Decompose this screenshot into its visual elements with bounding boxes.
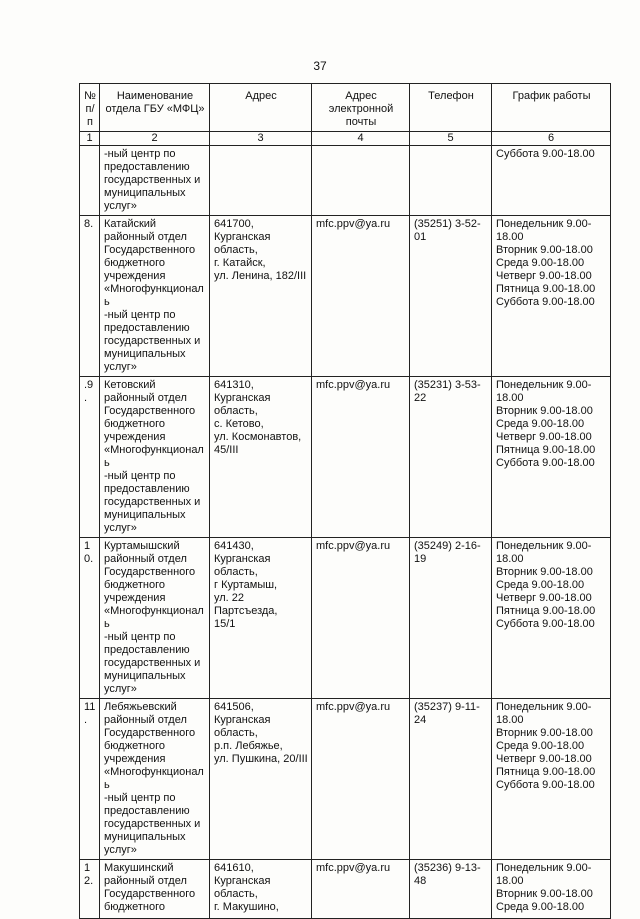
header-name: Наименование отдела ГБУ «МФЦ» [100,84,210,132]
cell-name: Катайский районный отдел Государственного бюджетного учреждения «Многофункциональ -ный центр по предоставлению государственных и муниципальных услуг» [100,216,210,377]
cell-name: Лебяжьевский районный отдел Государственного бюджетного учреждения «Многофункциональ -ный центр по предоставлению государственных и муниципальных услуг» [100,699,210,860]
cell-name: Макушинский районный отдел Государственного бюджетного [100,860,210,919]
cell-address: 641310, Курганская область, с. Кетово, ул. Космонавтов, 45/III [210,377,312,538]
cell-phone: (35236) 9-13- 48 [410,860,492,919]
cell-email [312,146,410,216]
table-row [80,860,611,919]
cell-num: 8. [80,216,100,377]
mfc-departments-table [79,83,611,919]
header-address: Адрес [210,84,312,132]
table-row [80,699,611,860]
cell-email: mfc.ppv@ya.ru [312,538,410,699]
cell-address: 641700, Курганская область, г. Катайск, ул. Ленина, 182/III [210,216,312,377]
table-row [80,377,611,538]
cell-name: Куртамышский районный отдел Государственного бюджетного учреждения «Многофункциональ -ный центр по предоставлению государственных и муниципальных услуг» [100,538,210,699]
cell-name: Кетовский районный отдел Государственного бюджетного учреждения «Многофункциональ -ный центр по предоставлению государственных и муниципальных услуг» [100,377,210,538]
cell-num: 12. [80,860,100,919]
table-row-continuation [80,146,611,216]
cell-email: mfc.ppv@ya.ru [312,860,410,919]
cell-email: mfc.ppv@ya.ru [312,216,410,377]
cell-schedule: Суббота 9.00-18.00 [492,146,611,216]
cell-phone: (35237) 9-11- 24 [410,699,492,860]
cell-schedule: Понедельник 9.00- 18.00 Вторник 9.00-18.00 Среда 9.00-18.00 Четверг 9.00-18.00 Пятница 9.00-18.00 Суббота 9.00-18.00 [492,377,611,538]
cell-email: mfc.ppv@ya.ru [312,377,410,538]
cell-schedule: Понедельник 9.00- 18.00 Вторник 9.00-18.00 Среда 9.00-18.00 Четверг 9.00-18.00 Пятница 9.00-18.00 Суббота 9.00-18.00 [492,538,611,699]
column-number-row [80,132,611,146]
cell-schedule: Понедельник 9.00- 18.00 Вторник 9.00-18.00 Среда 9.00-18.00 Четверг 9.00-18.00 Пятница 9.00-18.00 Суббота 9.00-18.00 [492,216,611,377]
cell-num [80,146,100,216]
cell-num: 11. [80,699,100,860]
column-number: 1 [80,132,100,146]
cell-phone: (35231) 3-53- 22 [410,377,492,538]
cell-address: 641610, Курганская область, г. Макушино, [210,860,312,919]
column-number: 3 [210,132,312,146]
header-num: № п/п [80,84,100,132]
column-number: 4 [312,132,410,146]
column-number: 2 [100,132,210,146]
cell-name: -ный центр по предоставлению государственных и муниципальных услуг» [100,146,210,216]
header-phone: Телефон [410,84,492,132]
column-number: 5 [410,132,492,146]
cell-address: 641430, Курганская область, г Куртамыш, ул. 22 Партсъезда, 15/1 [210,538,312,699]
column-number: 6 [492,132,611,146]
table-row [80,216,611,377]
page-number: 37 [313,59,327,73]
cell-phone: (35249) 2-16- 19 [410,538,492,699]
header-email: Адрес электронной почты [312,84,410,132]
cell-phone: (35251) 3-52- 01 [410,216,492,377]
cell-address [210,146,312,216]
table-row [80,538,611,699]
cell-phone [410,146,492,216]
cell-email: mfc.ppv@ya.ru [312,699,410,860]
cell-num: .9. [80,377,100,538]
cell-schedule: Понедельник 9.00- 18.00 Вторник 9.00-18.00 Среда 9.00-18.00 Четверг 9.00-18.00 Пятница 9.00-18.00 Суббота 9.00-18.00 [492,699,611,860]
cell-address: 641506, Курганская область, р.п. Лебяжье, ул. Пушкина, 20/III [210,699,312,860]
table-header-row [80,84,611,132]
header-schedule: График работы [492,84,611,132]
cell-schedule: Понедельник 9.00- 18.00 Вторник 9.00-18.00 Среда 9.00-18.00 [492,860,611,919]
cell-num: 10. [80,538,100,699]
